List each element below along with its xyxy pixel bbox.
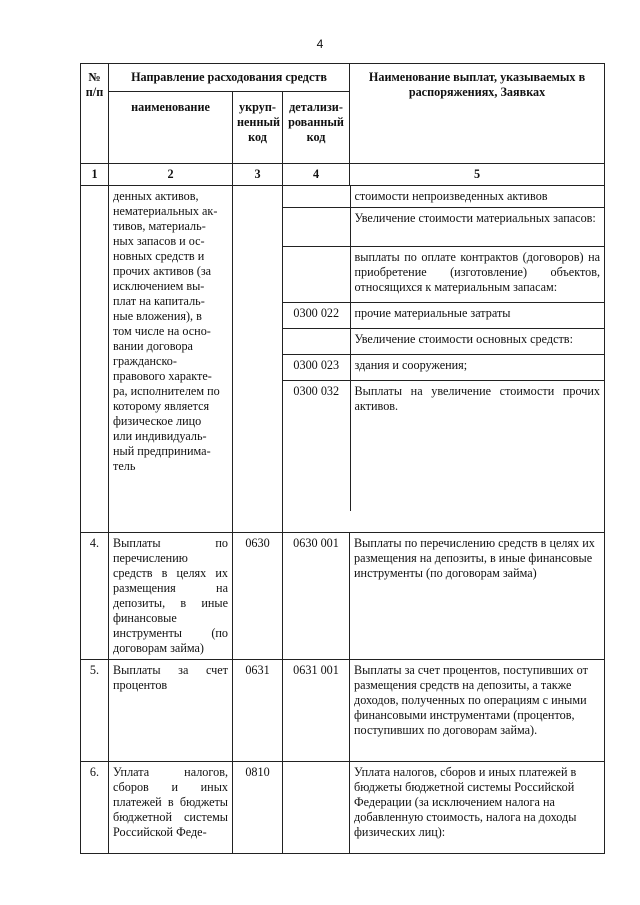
row-det-code: 0631 001 [283, 660, 350, 762]
row-det-code: 0630 001 [283, 533, 350, 660]
column-number: 5 [350, 164, 605, 186]
row-agg-code: 0810 [233, 762, 283, 854]
column-number: 1 [81, 164, 109, 186]
column-numbers-row [81, 164, 605, 186]
row-payment-text: Выплаты за счет процентов, поступивших от размещения средств на депозиты, а также доходов, полученных по операциям с иными финансовыми инструментами (процентов, поступивших по договорам займа). [350, 660, 605, 762]
row-agg-code: 0630 [233, 533, 283, 660]
column-number: 3 [233, 164, 283, 186]
sub-row [283, 186, 604, 208]
row-agg-code: 0631 [233, 660, 283, 762]
sub-det-code [283, 329, 350, 355]
row-num: 4. [81, 533, 109, 660]
sub-row [283, 355, 604, 381]
page-number: 4 [316, 37, 324, 51]
column-number: 2 [109, 164, 233, 186]
row-num: 5. [81, 660, 109, 762]
sub-text: Увеличение стоимости материальных запасов: [350, 208, 604, 247]
sub-text: Выплаты на увеличение стоимости прочих активов. [354, 384, 601, 413]
header-payments: Наименование выплат, указываемых в распоряжениях, Заявках [350, 64, 605, 164]
row-payment-text: Уплата налогов, сборов и иных платежей в бюджеты бюджетной системы Российской Федерации (за исключением налога на добавленную стоимость, налога на доходы физических лиц): [350, 762, 605, 854]
header-num: № п/п [81, 64, 109, 164]
sub-det-code [283, 208, 350, 247]
sub-text: прочие материальные затраты [350, 303, 604, 329]
table-row-6 [81, 762, 605, 854]
row-name: Выплаты за счет процентов [109, 660, 233, 762]
table-row-continuation [81, 186, 605, 533]
header-name: наименование [109, 92, 233, 164]
sub-det-code [283, 186, 350, 208]
expenditure-table [80, 63, 605, 854]
row-name: денных активов, нематериальных ак- тивов, материаль- ных запасов и ос- новных средств и прочих активов (за исключением вы- плат на капиталь- ные вложения), в том числе на осно- вании договора гражданско- правового характе- ра, исполнителем по которому является физическое лицо или индивидуаль- ный предпринима- тель [109, 186, 233, 533]
row-num [81, 186, 109, 533]
table-row-5 [81, 660, 605, 762]
sub-row [283, 208, 604, 247]
row-payment-text: Выплаты по перечислению средств в целях их размещения на депозиты, в иные финансовые инструменты (по договорам займа) [350, 533, 605, 660]
sub-table [283, 186, 604, 511]
sub-text: Увеличение стоимости основных средств: [350, 329, 604, 355]
sub-row [283, 381, 604, 511]
header-direction: Направление расходования средств [109, 64, 350, 92]
sub-text: здания и сооружения; [350, 355, 604, 381]
sub-det-code [283, 247, 350, 303]
sub-det-code: 0300 032 [283, 381, 350, 511]
sub-row [283, 329, 604, 355]
sub-table-cell [283, 186, 605, 533]
column-number: 4 [283, 164, 350, 186]
sub-text: стоимости непроизведенных активов [350, 186, 604, 208]
sub-row [283, 247, 604, 303]
row-name: Выплаты по перечислению средств в целях их размещения на депозиты, в иные финансовые инструменты (по договорам займа) [109, 533, 233, 660]
row-agg-code [233, 186, 283, 533]
row-num: 6. [81, 762, 109, 854]
row-name: Уплата налогов, сборов и иных платежей в бюджеты бюджетной системы Российской Феде- [109, 762, 233, 854]
sub-det-code: 0300 022 [283, 303, 350, 329]
header-agg-code: укруп-ненный код [233, 92, 283, 164]
header-row-1 [81, 64, 605, 92]
table-row-4 [81, 533, 605, 660]
header-det-code: детализи-рованный код [283, 92, 350, 164]
row-det-code [283, 762, 350, 854]
sub-det-code: 0300 023 [283, 355, 350, 381]
sub-row [283, 303, 604, 329]
sub-text: выплаты по оплате контрактов (договоров) на приобретение (изготовление) объектов, относящихся к материальным запасам: [350, 247, 604, 303]
